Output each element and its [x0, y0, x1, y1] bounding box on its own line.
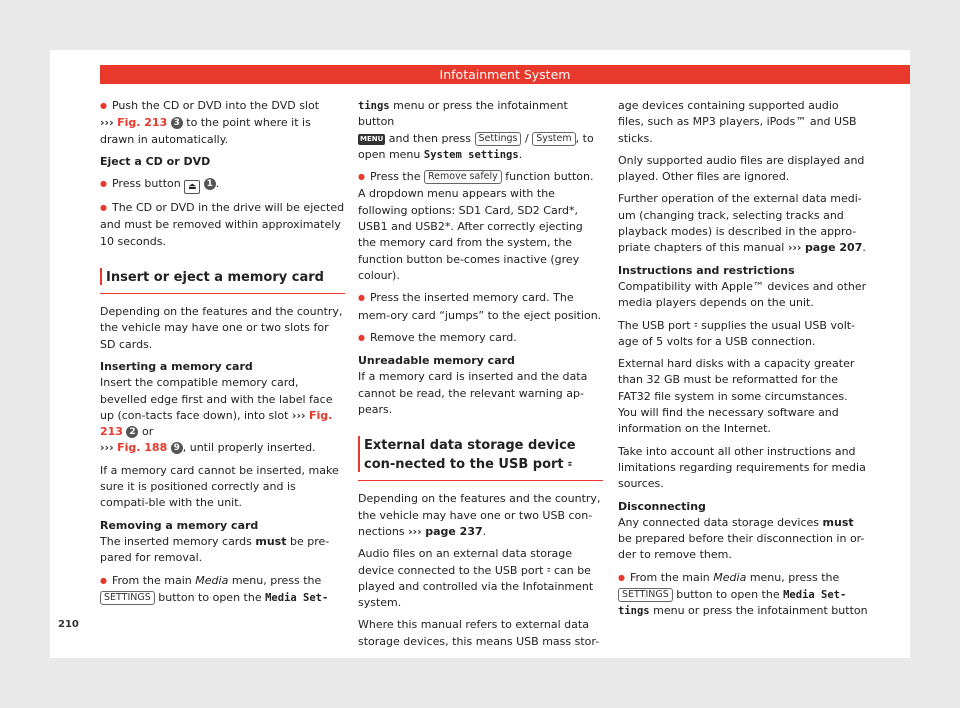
settings-key: SETTINGS [618, 588, 673, 602]
paragraph-supported-files: Only supported audio files are displayed and played. Other files are ignored. [618, 153, 865, 184]
section-heading-usb: External data storage device con-nected to the USB port ⹀ [358, 424, 603, 481]
subheading-instructions: Instructions and restrictions [618, 263, 795, 277]
instruction-settings: ● From the main Media menu, press the SETTINGS button to open the Media Set- [100, 573, 345, 607]
page-link[interactable]: page 207 [804, 241, 863, 255]
column-2 [358, 98, 603, 656]
page-number: 210 [58, 619, 79, 630]
page-link[interactable]: page 237 [425, 524, 483, 538]
menu-key-icon: MENU [360, 134, 384, 143]
paragraph-usb-connections: Depending on the features and the country, the vehicle may have one or two USB con-nections ››› page 237. [358, 492, 601, 538]
callout-number: 9 [171, 442, 183, 454]
instruction-insert-disc: ● Push the CD or DVD into the DVD slot ››› Fig. 213 3 to the point where it is drawn in automatically. [100, 98, 345, 148]
usb-icon: ⹀ [568, 458, 572, 472]
manual-page [50, 50, 910, 658]
subheading-removing: Removing a memory card [100, 518, 259, 532]
callout-number: 2 [126, 426, 138, 438]
usb-icon: ⹀ [546, 563, 551, 577]
figure-link[interactable]: Fig. 213 [117, 116, 168, 130]
column-1 [100, 98, 345, 612]
remove-safely-key: Remove safely [424, 170, 502, 184]
instruction-remove-safely: ● Press the Remove safely function button. A dropdown menu appears with the following options: SD1 Card, SD2 Card*, USB1 and USB2*. After correctly ejecting the memory card from the system, the function button be-comes inactive (grey colour). [358, 169, 603, 284]
paragraph-storage-devices: Where this manual refers to external data storage devices, this means USB mass stor- [358, 618, 600, 648]
subheading-unreadable: Unreadable memory card [358, 354, 515, 368]
instruction-settings: ● From the main Media menu, press the SETTINGS button to open the Media Set-tings menu or press the infotainment button [618, 570, 868, 620]
subheading-inserting: Inserting a memory card [100, 359, 253, 373]
paragraph-further-operation: Further operation of the external data medi-um (changing track, selecting tracks and playback modes) is described in the appro-priate chapters of this manual ››› page 207. [618, 192, 866, 255]
settings-key: Settings [475, 132, 522, 146]
paragraph-continued: tings menu or press the infotainment button MENU and then press Settings / System , to open menu System settings. [358, 99, 594, 161]
usb-icon: ⹀ [694, 318, 698, 332]
instruction-eject-info: ● The CD or DVD in the drive will be ejected and must be removed within approximately 10 seconds. [100, 200, 345, 250]
system-key: System [532, 132, 575, 146]
paragraph-sd-slots: Depending on the features and the country, the vehicle may have one or two slots for SD cards. [100, 305, 343, 351]
settings-key: SETTINGS [100, 591, 155, 605]
section-heading-memory-card: Insert or eject a memory card [100, 256, 345, 294]
paragraph-other-instructions: Take into account all other instructions and limitations regarding requirements for media sources. [618, 444, 866, 491]
paragraph-usb-voltage: The USB port ⹀ supplies the usual USB volt-age of 5 volts for a USB connection. [618, 318, 856, 348]
paragraph-insert-card: Insert the compatible memory card, bevelled edge first and with the label face up (con-tacts face down), into slot ››› Fig. 213 2 or ››› Fig. 188 9 , until properly inserted. [100, 376, 333, 455]
paragraph-prepare-disconnect: Any connected data storage devices must be prepared before their disconnection in or-der to remove them. [618, 515, 865, 562]
paragraph-audio-files: Audio files on an external data storage device connected to the USB port ⹀ can be played and controlled via the Infotainment system. [358, 547, 594, 610]
eject-icon: ⏏ [184, 180, 200, 194]
subheading-eject: Eject a CD or DVD [100, 154, 211, 168]
figure-link[interactable]: Fig. 188 [117, 441, 168, 455]
instruction-remove-card: ● Remove the memory card. [358, 330, 603, 347]
paragraph-prepare-removal: The inserted memory cards must be pre-pared for removal. [100, 534, 330, 565]
instruction-press-button: ● Press button ⏏ 1 . [100, 176, 345, 194]
page-header: Infotainment System [100, 65, 910, 84]
paragraph-supported-devices: age devices containing supported audio files, such as MP3 players, iPods™ and USB sticks. [618, 99, 857, 145]
column-3 [618, 98, 868, 626]
paragraph-card-compatible: If a memory card cannot be inserted, make sure it is positioned correctly and is compati-ble with the unit. [100, 463, 339, 510]
instruction-press-card: ● Press the inserted memory card. The mem-ory card “jumps” to the eject position. [358, 290, 603, 324]
figure-link[interactable]: Fig. 213 [100, 408, 333, 439]
paragraph-hard-disks: External hard disks with a capacity greater than 32 GB must be reformatted for the FAT32 file system in some circumstances. You will find the necessary software and information on the Internet. [618, 357, 855, 436]
callout-number: 1 [204, 178, 216, 190]
subheading-disconnecting: Disconnecting [618, 499, 706, 513]
callout-number: 3 [171, 117, 183, 129]
paragraph-unreadable: If a memory card is inserted and the data cannot be read, the relevant warning ap-pears. [358, 370, 588, 417]
paragraph-compatibility: Compatibility with Apple™ devices and other media players depends on the unit. [618, 279, 867, 310]
